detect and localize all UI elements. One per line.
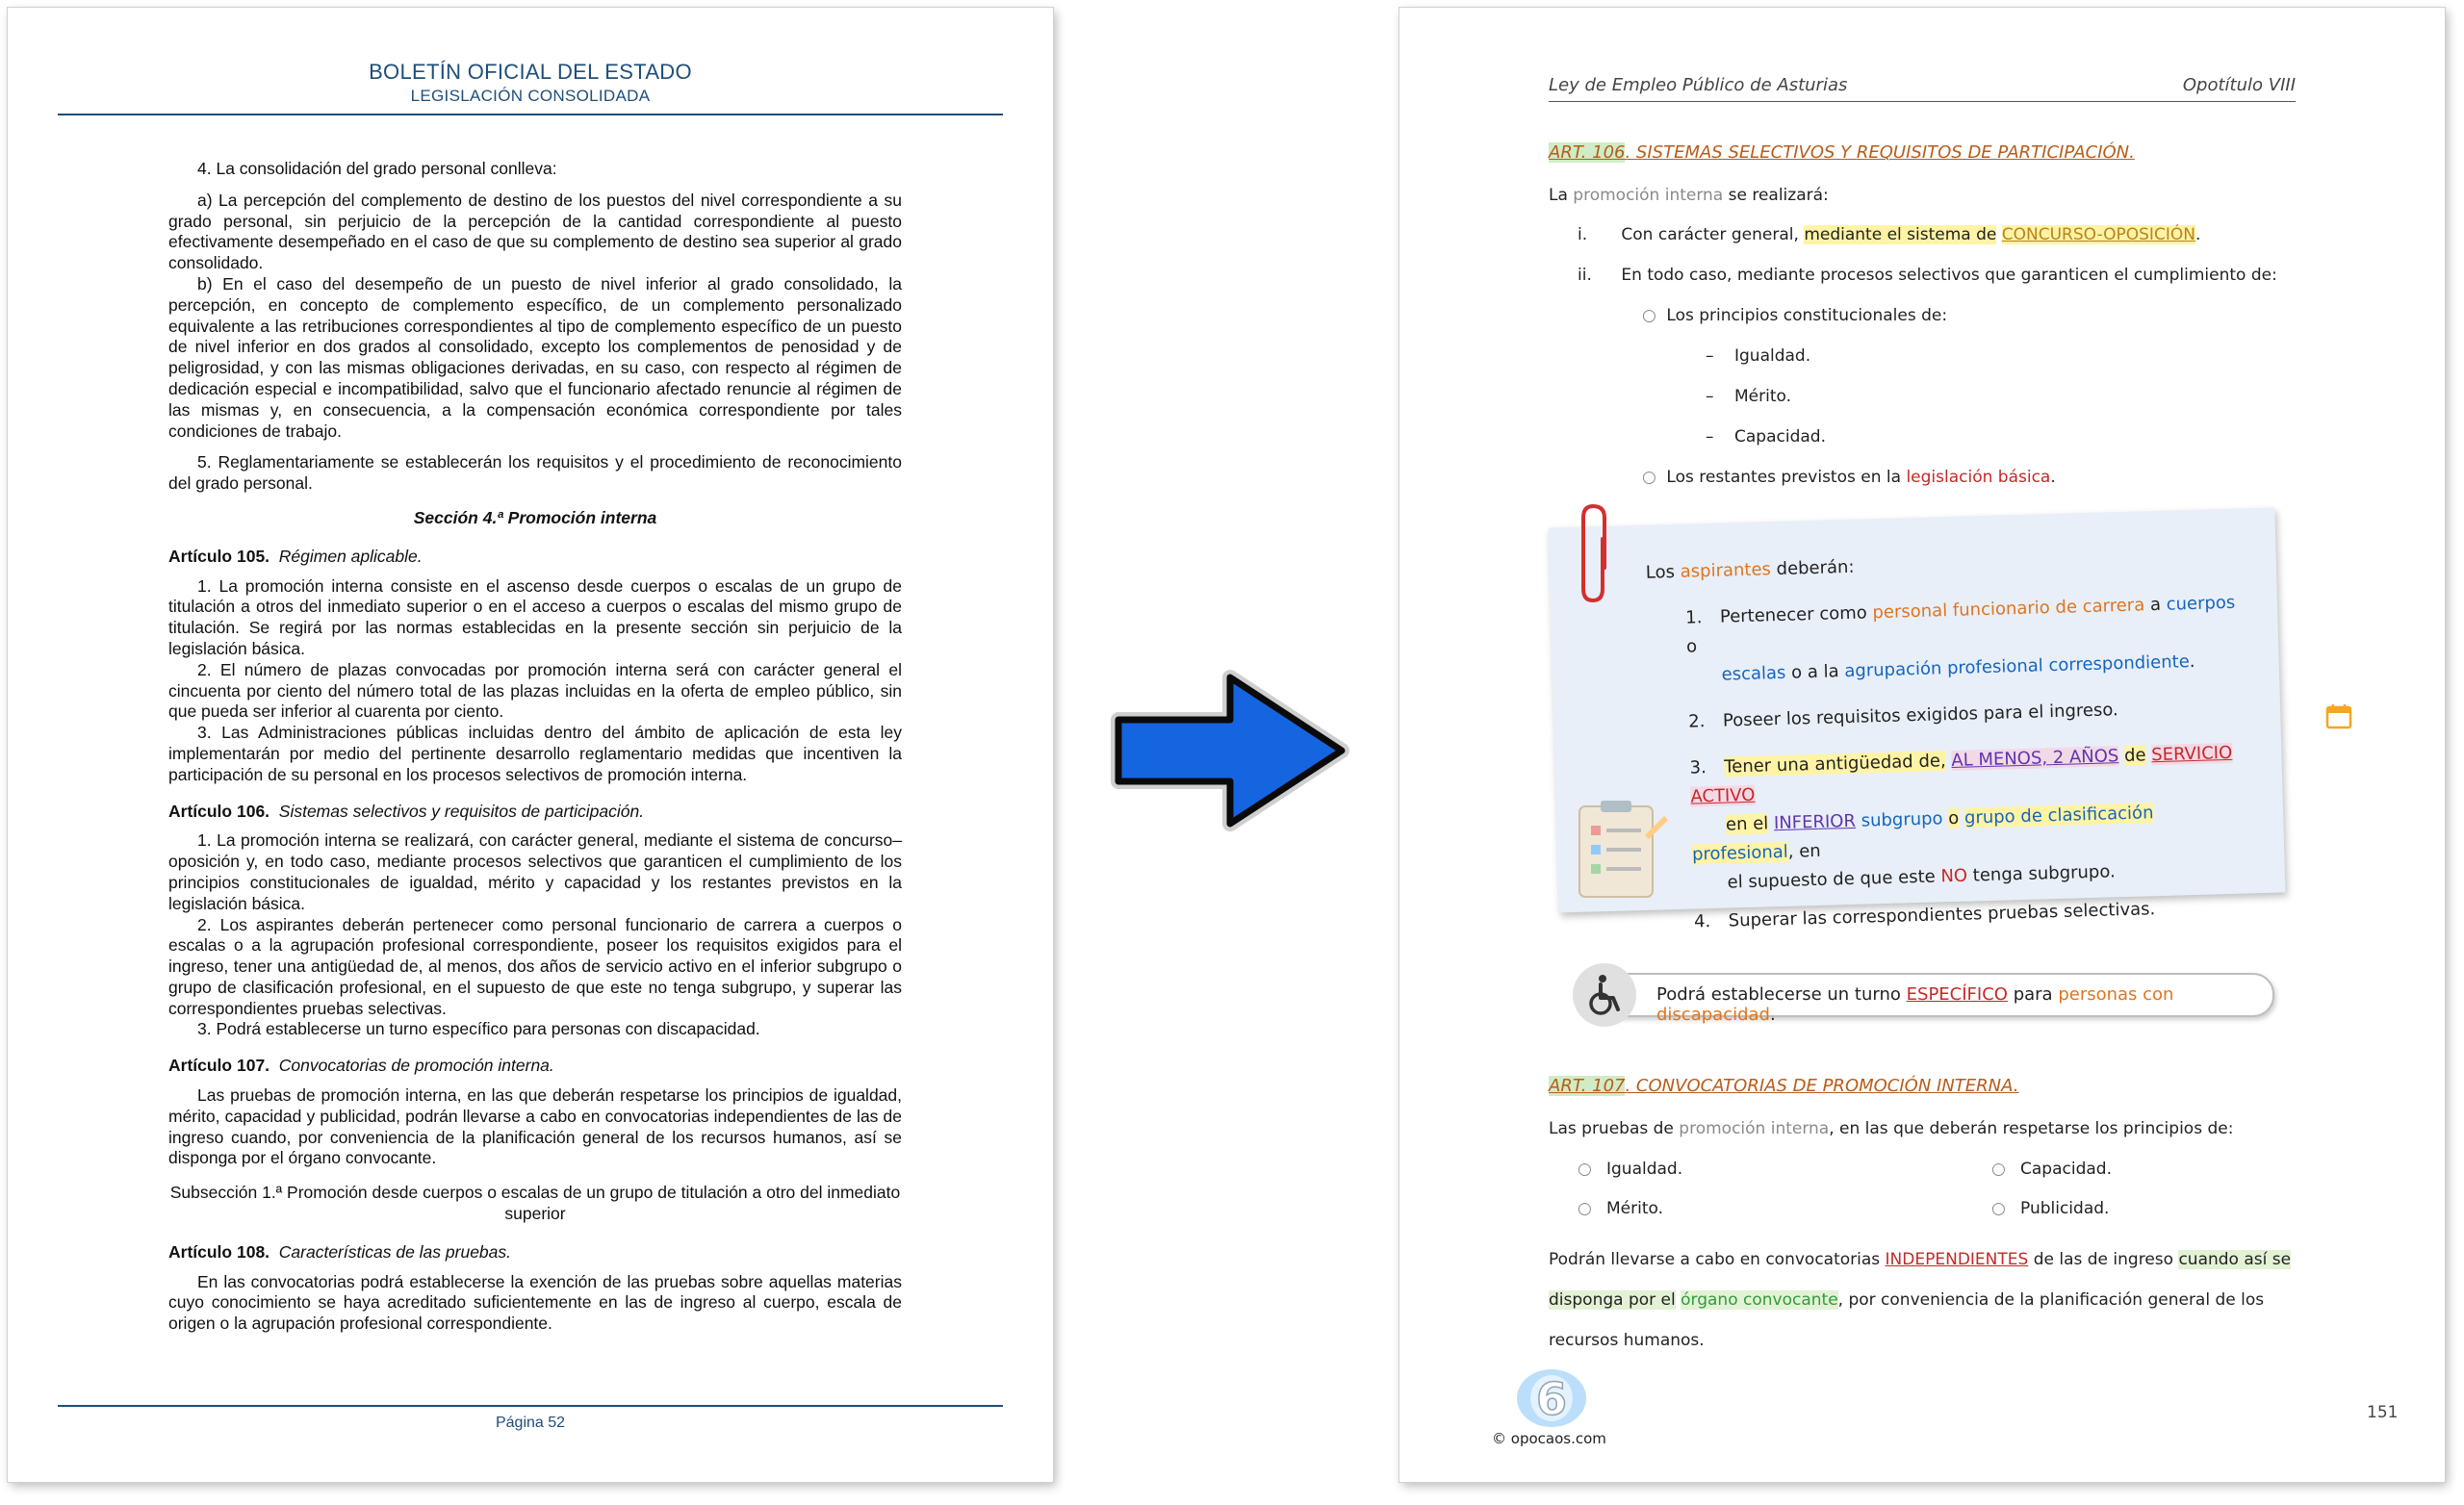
notes-header — [1549, 75, 2296, 95]
boe-article-name: Características de las pruebas. — [278, 1241, 512, 1262]
note-text: Mérito. — [1734, 387, 1792, 406]
note-text: Con carácter general, — [1621, 225, 1799, 244]
note-paragraph — [1549, 1239, 2296, 1361]
list-number: 3. — [1689, 757, 1707, 778]
opocaos-logo — [1513, 1365, 1590, 1432]
note-text: el supuesto de que este — [1727, 866, 1936, 893]
art107-title: . CONVOCATORIAS DE PROMOCIÓN INTERNA. — [1625, 1076, 2019, 1096]
bullet-icon: ○ — [1991, 1199, 2006, 1218]
note-term: órgano convocante — [1681, 1290, 1838, 1310]
note-dash-item — [1706, 387, 1791, 406]
boe-paragraph: 2. El número de plazas convocadas por promoción interna será con carácter general el cincuenta por ciento del número total de las plazas incluidas en la oferta de empleo público, sin que pueda ser inferior al cuarenta por ciento. — [168, 659, 902, 722]
note-term: promoción interna — [1679, 1119, 1830, 1138]
boe-section-heading: Sección 4.ª Promoción interna — [413, 507, 657, 527]
note-keyword: CONCURSO-OPOSICIÓN — [2001, 225, 2195, 244]
bullet-icon: ○ — [1578, 1199, 1592, 1218]
principle-item — [1578, 1160, 1682, 1179]
requirement-item — [1647, 588, 2250, 691]
note-text: Publicidad. — [2020, 1199, 2110, 1218]
boe-article-name: Régimen aplicable. — [278, 546, 423, 566]
note-highlight: mediante el sistema de — [1804, 225, 1997, 244]
note-text: Los restantes previstos en la — [1666, 468, 1902, 487]
bullet-icon: ○ — [1642, 468, 1656, 487]
note-text: de las de ingreso — [2033, 1250, 2174, 1269]
list-number: 1. — [1684, 607, 1703, 628]
art106-title: . SISTEMAS SELECTIVOS Y REQUISITOS DE PARTICIPACIÓN. — [1625, 142, 2135, 163]
boe-article-heading — [168, 547, 902, 568]
principle-item — [1991, 1199, 2109, 1218]
note-text: Los — [1645, 561, 1676, 583]
note-text: Podrá establecerse un turno — [1656, 984, 1901, 1005]
boe-paragraph: a) La percepción del complemento de destino de los puestos del nivel correspondiente a su grado personal, sin perjuicio de la percepción de la cantidad correspondiente al puesto efectivamente desempeñado en el caso de que su complemento de destino sea superior al grado consolidado. — [168, 190, 902, 273]
note-text: , en — [1787, 840, 1821, 862]
notes-page-number: 151 — [2367, 1403, 2399, 1422]
note-text: , en las que deberán respetarse los principios de: — [1829, 1119, 2234, 1138]
note-text: Los principios constitucionales de: — [1666, 306, 1948, 325]
boe-footer-rule — [58, 1405, 1003, 1407]
note-text: . — [2050, 468, 2056, 487]
boe-header-rule — [58, 114, 1003, 115]
note-term: personas con discapacidad — [1656, 984, 2174, 1025]
logo-copyright: © opocaos.com — [1492, 1430, 1606, 1447]
requirement-item — [1656, 892, 2258, 937]
note-text: tenga subgrupo. — [1972, 861, 2117, 886]
list-number: 4. — [1693, 911, 1711, 932]
note-text: o — [1685, 636, 1698, 657]
requirement-item — [1650, 692, 2252, 737]
note-term: legislación básica — [1906, 468, 2051, 487]
boe-article-number: Artículo 108. — [168, 1241, 270, 1262]
notes-page — [1399, 8, 2445, 1482]
note-text: . — [1769, 1005, 1776, 1025]
note-keyword: INFERIOR — [1773, 810, 1857, 834]
note-term: escalas — [1721, 662, 1786, 685]
note-highlight: de — [2123, 745, 2146, 766]
note-bullet — [1642, 306, 1947, 325]
note-text: Poseer los requisitos exigidos para el ingreso. — [1722, 700, 2119, 731]
boe-body — [168, 159, 902, 1345]
list-number: 2. — [1687, 711, 1706, 732]
bullet-icon: ○ — [1642, 306, 1656, 325]
art107-heading — [1549, 1076, 2019, 1096]
boe-paragraph: 2. Los aspirantes deberán pertenecer como personal funcionario de carrera a cuerpos o escalas o a la agrupación profesional correspondiente, poseer los requisitos exigidos para el ingreso, tener una antigüedad de, al menos, dos años de servicio activo en el inferior subgrupo o grupo de clasificación profesional, en el supuesto de que este no tenga subgrupo, y superar las correspondientes pruebas selectivas. — [168, 914, 902, 1018]
art106-heading — [1549, 142, 2135, 163]
note-text: Igualdad. — [1606, 1160, 1683, 1179]
boe-subsection-heading: Subsección 1.ª Promoción desde cuerpos o escalas de un grupo de titulación a otro del inmediato superior — [169, 1183, 901, 1224]
boe-page-number: Página 52 — [495, 1415, 566, 1431]
note-line — [1549, 186, 1829, 205]
boe-article-heading — [168, 802, 902, 823]
notes-header-title: Ley de Empleo Público de Asturias — [1549, 75, 1848, 95]
boe-header-title: BOLETÍN OFICIAL DEL ESTADO — [369, 60, 692, 84]
boe-paragraph: En las convocatorias podrá establecerse la exención de las pruebas sobre aquellas materias cuyo conocimiento se haya acreditado suficientemente en las de ingreso al cuerpo, escala de origen o la agrupación profesional correspondiente. — [168, 1271, 902, 1334]
boe-header-subtitle: LEGISLACIÓN CONSOLIDADA — [410, 87, 651, 105]
note-dash-item — [1706, 427, 1826, 446]
note-text: Podrán llevarse a cabo en convocatorias — [1549, 1250, 1881, 1269]
note-highlight: cuando así se — [2178, 1250, 2292, 1269]
dash-icon: – — [1706, 387, 1714, 406]
note-text: o a la — [1790, 661, 1839, 683]
note-text: En todo caso, mediante procesos selectivos que garanticen el cumplimiento de: — [1621, 266, 2277, 285]
card-intro — [1646, 542, 2248, 587]
note-bullet — [1642, 468, 2056, 487]
principle-item — [1578, 1199, 1663, 1218]
note-text: Pertenecer como — [1719, 602, 1868, 627]
notes-header-chapter: Opotítulo VIII — [2182, 75, 2296, 95]
requirement-item — [1651, 738, 2256, 899]
boe-paragraph: 3. Las Administraciones públicas incluidas dentro del ámbito de aplicación de esta ley implementarán por medio del pertinente desarrollo reglamentario medidas que incentiven la participación de su personal en los procesos selectivos de promoción interna. — [168, 723, 902, 784]
dash-icon: – — [1706, 346, 1714, 366]
note-keyword: INDEPENDIENTES — [1885, 1250, 2029, 1269]
boe-article-name: Convocatorias de promoción interna. — [278, 1056, 554, 1076]
note-text: Igualdad. — [1734, 346, 1811, 366]
note-keyword: AL MENOS, 2 AÑOS — [1951, 746, 2119, 772]
note-text: . — [2194, 225, 2201, 244]
art107-number: ART. 107 — [1549, 1076, 1626, 1096]
note-dash-item — [1706, 346, 1810, 366]
boe-article-number: Artículo 105. — [168, 546, 270, 566]
note-text: Capacidad. — [2020, 1160, 2112, 1179]
note-text: La — [1549, 186, 1568, 205]
note-term: grupo de clasificación profesional — [1691, 803, 2154, 865]
special-turn-note — [1597, 973, 2274, 1025]
note-text: , por conveniencia de la planificación general de los recursos — [1549, 1290, 2265, 1350]
note-term: aspirantes — [1680, 559, 1772, 582]
bullet-icon: ○ — [1991, 1160, 2006, 1179]
note-highlight: en el — [1725, 813, 1769, 835]
boe-paragraph: 1. La promoción interna se realizará, con carácter general, mediante el sistema de concurso–oposición y, en todo caso, mediante procesos selectivos que garanticen el cumplimiento de los principios constitucionales de igualdad, mérito y capacidad y los restantes previstos en la legislación básica. — [168, 830, 902, 913]
bullet-icon: ○ — [1578, 1160, 1592, 1179]
note-term: subgrupo — [1861, 808, 1943, 831]
note-text: deberán: — [1776, 556, 1855, 580]
note-text: . — [2189, 650, 2195, 673]
boe-paragraph: 3. Podrá establecerse un turno específico para personas con discapacidad. — [197, 1019, 760, 1039]
boe-paragraph: 5. Reglamentariamente se establecerán los requisitos y el procedimiento de reconocimiento del grado personal. — [168, 452, 902, 494]
list-number: i. — [1578, 225, 1588, 244]
note-list-item — [1578, 225, 2200, 244]
note-term: personal funcionario de carrera — [1872, 595, 2145, 624]
note-highlight: disponga por el — [1549, 1290, 1676, 1310]
boe-paragraph: b) En el caso del desempeño de un puesto de nivel inferior al grado consolidado, la percepción, en concepto de complemento específico, de un complemento personalizado equivalente a las retribuciones correspondientes al tipo de complemento específico de un puesto de nivel inferior en dos grados al consolidado, excepto los complementos de penosidad y de peligrosidad, y con las mismas obligaciones derivadas, en su caso, con respecto al régimen de dedicación especial e incompatibilidad, salvo que el funcionario afectado renuncie al régimen de las mismas y, en consecuencia, a la compensación económica correspondiente por tales condiciones de trabajo. — [168, 273, 902, 441]
note-highlight: Tener una antigüedad de, — [1724, 751, 1946, 778]
list-number: ii. — [1578, 266, 1592, 285]
boe-paragraph: 4. La consolidación del grado personal conlleva: — [197, 159, 557, 178]
note-text: Mérito. — [1606, 1199, 1664, 1218]
note-text: Las pruebas — [1549, 1119, 1649, 1138]
paperclip-icon — [1576, 500, 1614, 606]
boe-article-heading — [168, 1242, 902, 1263]
boe-article-heading — [168, 1056, 902, 1077]
note-keyword: ESPECÍFICO — [1906, 984, 2008, 1005]
boe-header — [8, 60, 1053, 106]
note-keyword: NO — [1940, 865, 1968, 887]
note-term: promoción interna — [1573, 186, 1724, 205]
note-text: de — [1653, 1119, 1674, 1138]
boe-paragraph: 1. La promoción interna consiste en el ascenso desde cuerpos o escalas de un grupo de titulación a otros del inmediato superior o en el acceso a cuerpos o escalas del mismo grupo de titulación. Se regirá por las normas establecidas en la presente sección sin perjuicio de la legislación básica. — [168, 575, 902, 658]
note-text: Superar las correspondientes pruebas selectivas. — [1728, 899, 2156, 931]
note-list-item — [1578, 266, 2277, 285]
note-text: se realizará: — [1728, 186, 1829, 205]
boe-paragraph: Las pruebas de promoción interna, en las que deberán respetarse los principios de igualdad, mérito, capacidad y publicidad, podrán llevarse a cabo en convocatorias independientes de las de ingreso cuando, por conveniencia de la planificación general de los recursos humanos, así se disponga por el órgano convocante. — [168, 1085, 902, 1168]
boe-article-name: Sistemas selectivos y requisitos de participación. — [278, 801, 645, 821]
boe-page — [8, 8, 1053, 1482]
note-term: agrupación profesional correspondiente — [1844, 651, 2191, 682]
principle-item — [1991, 1160, 2112, 1179]
boe-article-number: Artículo 106. — [168, 801, 270, 821]
note-highlight: o — [1947, 807, 1960, 829]
note-line — [1549, 1119, 2233, 1138]
calendar-icon — [2325, 702, 2352, 729]
svg-text:6: 6 — [1535, 1373, 1568, 1425]
wheelchair-icon — [1573, 963, 1636, 1027]
note-term: cuerpos — [2166, 592, 2236, 615]
note-text: a — [2149, 594, 2162, 616]
note-text: Capacidad. — [1734, 427, 1826, 446]
requirements-list — [1646, 542, 2258, 955]
dash-icon: – — [1706, 427, 1714, 446]
special-turn-text — [1656, 984, 2272, 1025]
art106-number: ART. 106 — [1549, 142, 1626, 163]
right-arrow-icon — [1105, 664, 1355, 837]
note-text: humanos. — [1623, 1331, 1705, 1350]
notes-header-rule — [1549, 101, 2296, 102]
clipboard-checklist-icon — [1568, 797, 1674, 903]
note-text: para — [2013, 984, 2053, 1005]
note-keyword: SERVICIO ACTIVO — [1690, 742, 2233, 807]
boe-article-number: Artículo 107. — [168, 1056, 270, 1076]
